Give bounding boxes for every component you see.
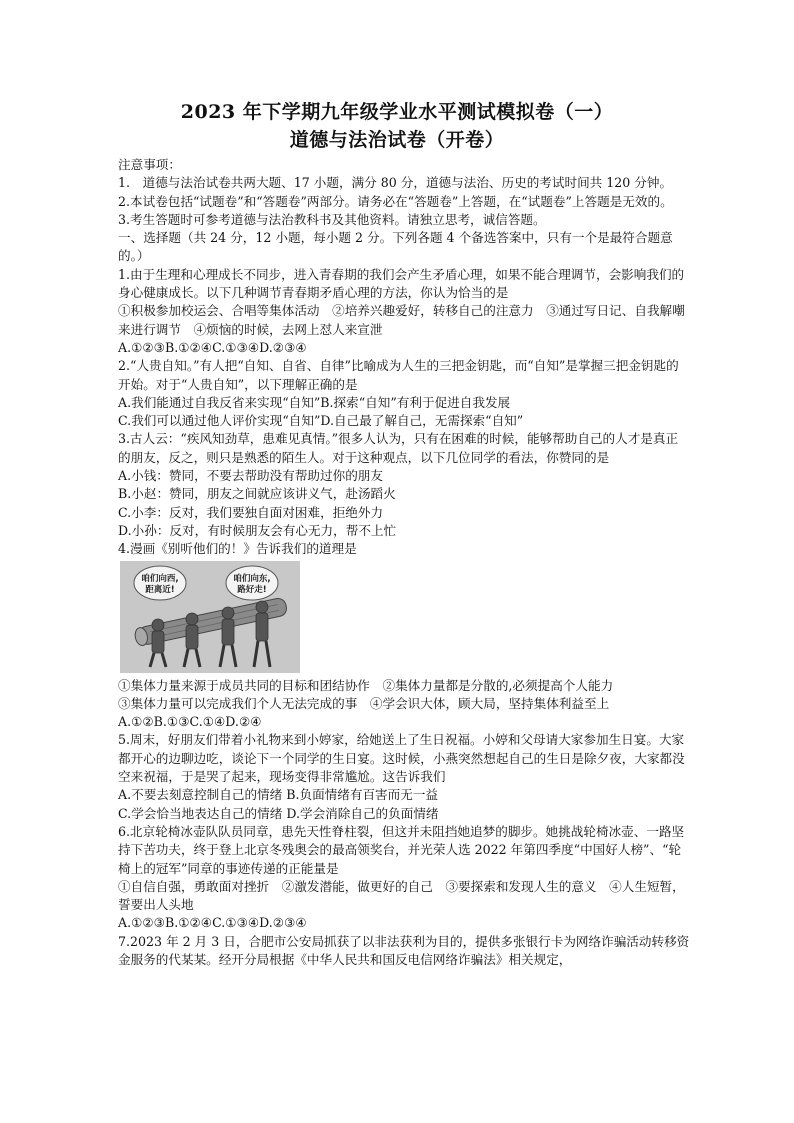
cartoon-bubble-left-line2: 距离近! xyxy=(145,584,175,595)
question-stem: 2.“人贵自知。”有人把“自知、自省、自律”比喻成为人生的三把金钥匙，而“自知”是掌握三把金钥匙的开始。对于“人贵自知”，以下理解正确的是 xyxy=(118,358,679,392)
cartoon-bubble-right-line1: 咱们向东, xyxy=(233,573,271,584)
question-option: D.小孙：反对，有时候朋友会有心无力，帮不上忙 xyxy=(118,522,397,538)
question-stem: 6.北京轮椅冰壶队队员同章，患先天性脊柱裂，但这并未阻挡她追梦的脚步。她挑战轮椅冰壶、一路坚持下苦功夫，终于登上北京冬残奥会的最高领奖台，并光荣人选 2022 年第四季度“中国好人榜”、“轮椅上的冠军”同章的事迹传递的正能量是 xyxy=(118,823,685,876)
question-stem: 3.古人云：“疾风知劲草，患难见真情。”很多人认为，只有在困难的时候，能够帮助自己的人才是真正的朋友，反之，则只是熟悉的陌生人。对于这种观点，以下几位同学的看法，你赞同的是 xyxy=(118,431,679,465)
question-option: A.小钱：赞同，不要去帮助没有帮助过你的朋友 xyxy=(118,468,383,484)
question-option: A.不要去刻意控制自己的情绪 B.负面情绪有百害而无一益 xyxy=(118,787,439,803)
notice-item: 3.考生答题时可参考道德与法治教科书及其他资料。请独立思考，诚信答题。 xyxy=(118,211,546,227)
question-options: A.①②③B.①②④C.①③④D.②③④ xyxy=(118,915,307,931)
question-stem: 5.周末，好朋友们带着小礼物来到小婷家，给她送上了生日祝福。小婷和父母请大家参加生日宴。大家都开心的边聊边吃，谈论下一个同学的生日宴。这时候，小燕突然想起自己的生日是除夕夜，大家都没空来祝福，于是哭了起来，现场变得非常尴尬。这告诉我们 xyxy=(118,732,685,785)
question-items: ③集体力量可以完成我们个人无法完成的事 ④学会识大体，顾大局，坚持集体利益至上 xyxy=(118,695,610,711)
question-options: A.①②B.①③C.①④D.②④ xyxy=(118,714,262,730)
notice-item: 1. 道德与法治试卷共两大题、17 小题，满分 80 分，道德与法治、历史的考试时间共 120 分钟。 xyxy=(118,175,673,191)
question-stem: 7.2023 年 2 月 3 日，合肥市公安局抓获了以非法获利为目的，提供多张银行卡为网络诈骗活动转移资金服务的代某某。经开分局根据《中华人民共和国反电信网络诈骗法》相关规定， xyxy=(118,933,690,967)
exam-subtitle: 道德与法治试卷（开卷） xyxy=(289,129,505,151)
notice-heading: 注意事项： xyxy=(118,157,181,172)
cartoon-bubble-right-line2: 路好走! xyxy=(237,584,267,595)
exam-title: 2023 年下学期九年级学业水平测试模拟卷（一） xyxy=(180,101,614,123)
question-options: A.①②③B.①②④C.①③④D.②③④ xyxy=(118,339,307,355)
question-stem: 4.漫画《别听他们的！》告诉我们的道理是 xyxy=(118,541,357,557)
notice-item: 2.本试卷包括“试题卷”和“答题卷”两部分。请务必在“答题卷”上答题，在“试题卷”上答题是无效的。 xyxy=(118,193,673,209)
section-heading: 一、选择题（共 24 分，12 小题，每小题 2 分。下列各题 4 个备选答案中，只有一个是最符合题意的。） xyxy=(118,230,673,264)
question-items: ①自信自强，勇敢面对挫折 ②激发潜能，做更好的自己 ③要探索和发现人生的意义 ④人生短暂，誓要出人头地 xyxy=(118,878,685,913)
question-option: B.小赵：赞同，朋友之间就应该讲义气，赴汤蹈火 xyxy=(118,486,396,502)
cartoon-image xyxy=(120,561,300,673)
question-option: C.我们可以通过他人评价实现“自知”D.自己最了解自己，无需探索“自知” xyxy=(118,413,524,429)
question-items: ①积极参加校运会、合唱等集体活动 ②培养兴趣爱好，转移自己的注意力 ③通过写日记、自我解嘲来进行调节 ④烦恼的时候，去网上怼人来宣泄 xyxy=(118,303,685,337)
question-option: A.我们能通过自我反省来实现“自知”B.探索“自知”有利于促进自我发展 xyxy=(118,394,511,410)
question-option: C.小李：反对，我们要独自面对困难，拒绝外力 xyxy=(118,504,384,520)
exam-body xyxy=(118,156,690,969)
cartoon-bubble-left-line1: 咱们向西, xyxy=(141,573,179,584)
question-stem: 1.由于生理和心理成长不同步，进入青春期的我们会产生矛盾心理，如果不能合理调节，会影响我们的身心健康成长。以下几种调节青春期矛盾心理的方法，你认为恰当的是 xyxy=(118,266,685,301)
cartoon-illustration xyxy=(120,561,300,673)
question-option: C.学会恰当地表达自己的情绪 D.学会消除自己的负面情绪 xyxy=(118,805,439,821)
question-items: ①集体力量来源于成员共同的目标和团结协作 ②集体力量都是分散的,必须提高个人能力 xyxy=(118,677,614,693)
